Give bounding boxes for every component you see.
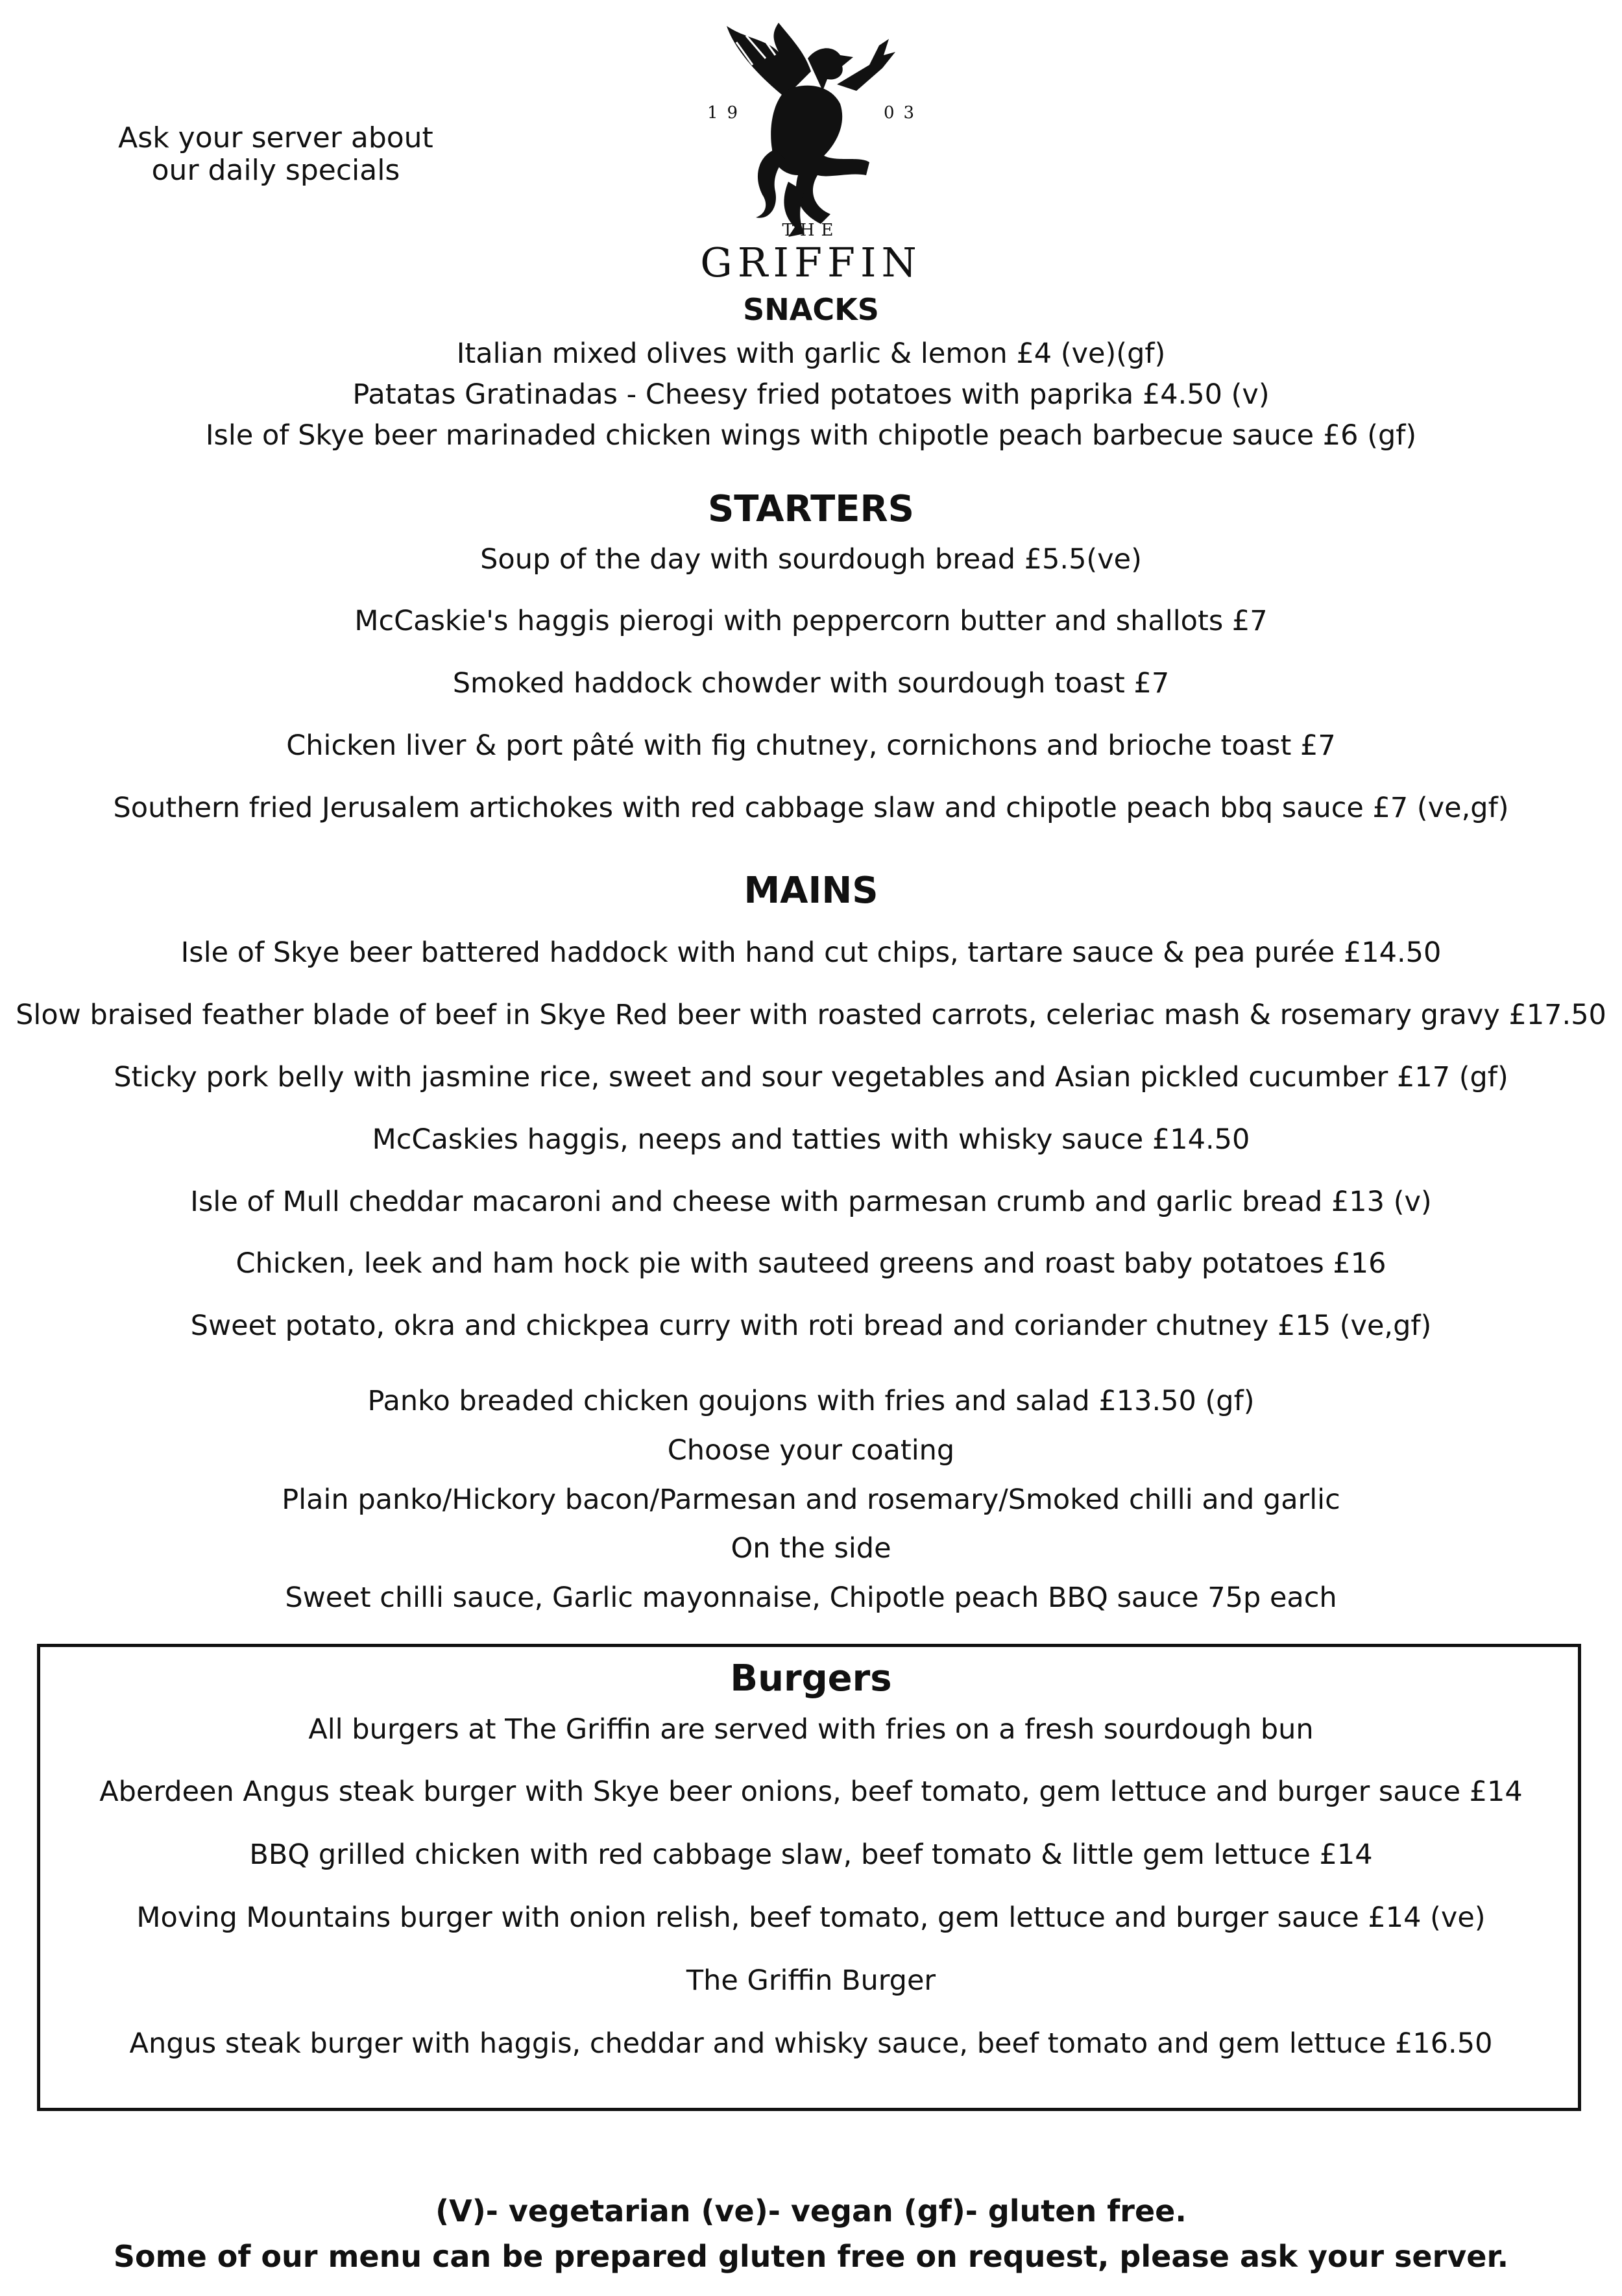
starter-item: Soup of the day with sourdough bread £5.5(ve): [480, 543, 1142, 576]
logo-year-right: 03: [884, 103, 924, 123]
goujons-coatings: Plain panko/Hickory bacon/Parmesan and rosemary/Smoked chilli and garlic: [282, 1484, 1340, 1516]
main-item: Sticky pork belly with jasmine rice, sweet and sour vegetables and Asian pickled cucumber £17 (gf): [114, 1061, 1508, 1093]
burger-item: BBQ grilled chicken with red cabbage slaw, beef tomato & little gem lettuce £14: [249, 1838, 1373, 1871]
specials-note-line-1: Ask your server about: [118, 121, 433, 154]
goujons-sides: Sweet chilli sauce, Garlic mayonnaise, Chipotle peach BBQ sauce 75p each: [285, 1582, 1337, 1614]
snack-item: Isle of Skye beer marinaded chicken wings with chipotle peach barbecue sauce £6 (gf): [205, 419, 1417, 452]
logo-name: GRIFFIN: [700, 239, 922, 286]
mains-heading: MAINS: [744, 870, 878, 912]
gluten-free-note: Some of our menu can be prepared gluten free on request, please ask your server.: [113, 2239, 1509, 2274]
snack-item: Italian mixed olives with garlic & lemon £4 (ve)(gf): [456, 337, 1166, 370]
starters-heading: STARTERS: [707, 488, 915, 530]
griffin-logo: [675, 19, 947, 292]
snack-item: Patatas Gratinadas - Cheesy fried potatoes with paprika £4.50 (v): [352, 378, 1270, 411]
goujons-coating-label: Choose your coating: [667, 1434, 955, 1467]
specials-note-line-2: our daily specials: [151, 154, 400, 187]
snacks-heading: SNACKS: [743, 292, 879, 327]
dietary-legend: (V)- vegetarian (ve)- vegan (gf)- gluten free.: [435, 2193, 1187, 2229]
burger-item: Aberdeen Angus steak burger with Skye beer onions, beef tomato, gem lettuce and burger sauce £14: [99, 1776, 1523, 1808]
burger-item: Moving Mountains burger with onion relish, beef tomato, gem lettuce and burger sauce £14 (ve): [136, 1901, 1486, 1934]
logo-the: THE: [782, 221, 840, 240]
starter-item: Southern fried Jerusalem artichokes with red cabbage slaw and chipotle peach bbq sauce £7 (ve,gf): [113, 792, 1509, 824]
main-item: Isle of Mull cheddar macaroni and cheese with parmesan crumb and garlic bread £13 (v): [190, 1186, 1432, 1218]
main-item: Chicken, leek and ham hock pie with sauteed greens and roast baby potatoes £16: [236, 1247, 1386, 1280]
main-item: Sweet potato, okra and chickpea curry with roti bread and coriander chutney £15 (ve,gf): [190, 1310, 1432, 1342]
main-item: McCaskies haggis, neeps and tatties with whisky sauce £14.50: [372, 1123, 1250, 1156]
specials-note: [97, 122, 454, 187]
burger-item: The Griffin Burger: [686, 1964, 936, 1997]
burgers-intro: All burgers at The Griffin are served with fries on a fresh sourdough bun: [308, 1713, 1314, 1746]
goujons-side-label: On the side: [731, 1532, 891, 1565]
starter-item: McCaskie's haggis pierogi with peppercorn butter and shallots £7: [354, 605, 1268, 637]
logo-year-left: 19: [707, 103, 747, 123]
main-item: Slow braised feather blade of beef in Skye Red beer with roasted carrots, celeriac mash & rosemary gravy £17.50: [16, 999, 1606, 1031]
burger-item: Angus steak burger with haggis, cheddar and whisky sauce, beef tomato and gem lettuce £16.50: [129, 2027, 1493, 2060]
main-item: Isle of Skye beer battered haddock with hand cut chips, tartare sauce & pea purée £14.50: [180, 936, 1442, 969]
burgers-heading: Burgers: [730, 1657, 892, 1700]
starter-item: Smoked haddock chowder with sourdough toast £7: [452, 667, 1170, 700]
goujons-title: Panko breaded chicken goujons with fries and salad £13.50 (gf): [367, 1385, 1255, 1417]
starter-item: Chicken liver & port pâté with fig chutney, cornichons and brioche toast £7: [286, 729, 1336, 762]
griffin-emblem-icon: [675, 19, 947, 292]
